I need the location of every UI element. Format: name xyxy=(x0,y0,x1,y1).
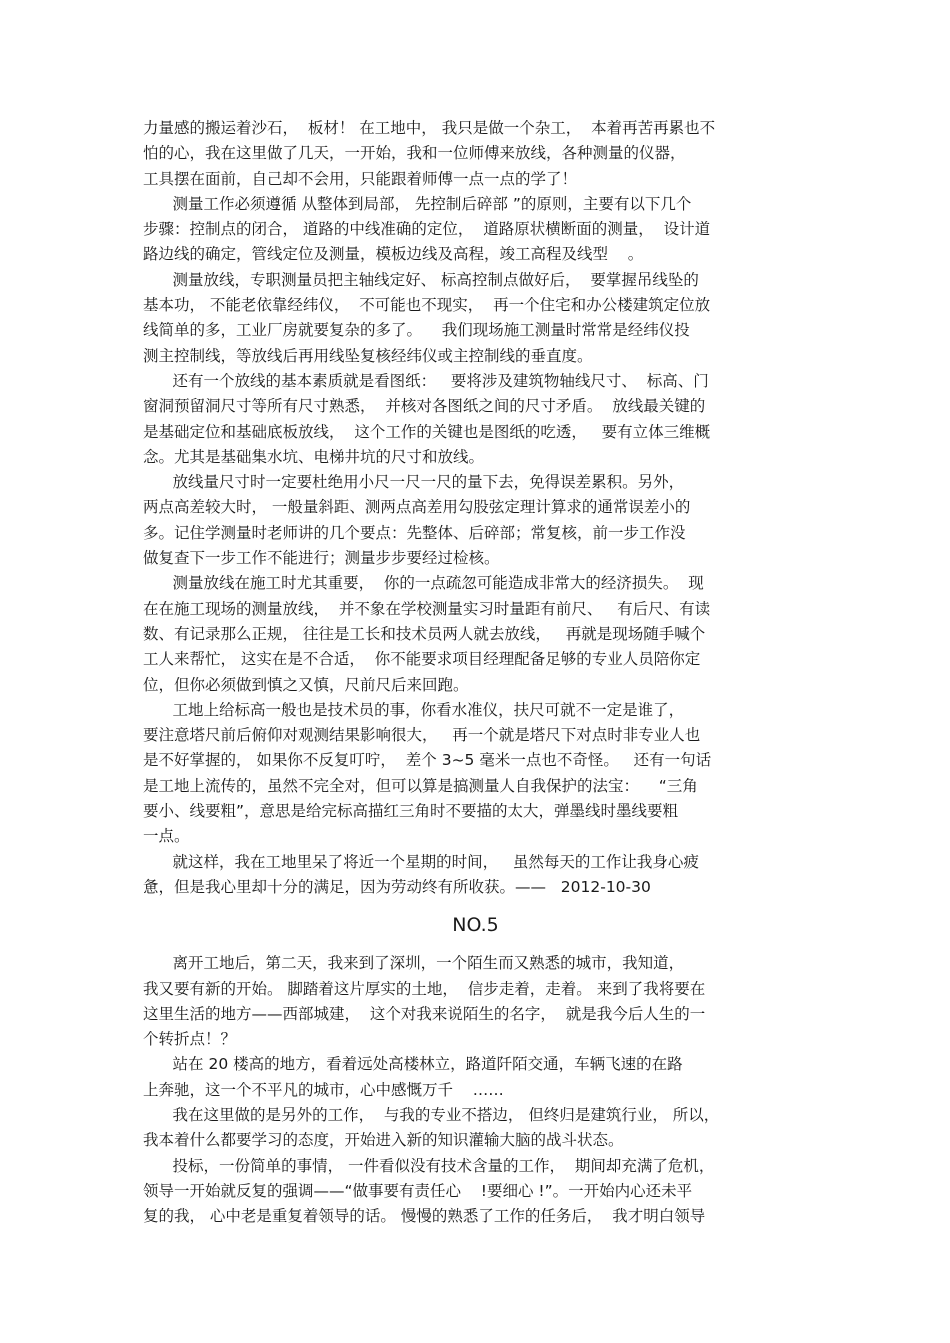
text-line: 路边线的确定，管线定位及测量，模板边线及高程，竣工高程及线型 。 xyxy=(143,245,644,264)
text-line: 工具摆在面前，自己却不会用，只能跟着师傅一点一点的学了！ xyxy=(143,169,578,188)
text-line: 我又要有新的开始。 脚踏着这片厚实的土地， 信步走着，走着。 来到了我将要在 xyxy=(143,979,706,998)
text-line: 我在这里做的是另外的工作， 与我的专业不搭边， 但终归是建筑行业， 所以， xyxy=(143,1105,720,1124)
text-line: 惫，但是我心里却十分的满足，因为劳动终有所收获。—— 2012-10-30 xyxy=(143,877,651,896)
text-line: 一点。 xyxy=(143,827,190,846)
text-line: 要注意塔尺前后俯仰对观测结果影响很大， 再一个就是塔尺下对点时非专业人也 xyxy=(143,726,701,745)
text-line: 做复查下一步工作不能进行；测量步步要经过检核。 xyxy=(143,549,500,568)
section-no4-text xyxy=(143,116,808,900)
text-line: 个转折点！？ xyxy=(143,1030,237,1049)
text-line: 念。尤其是基础集水坑、电梯井坑的尺寸和放线。 xyxy=(143,447,485,466)
text-line: 工地上给标高一般也是技术员的事，你看水准仪，扶尺可就不一定是谁了， xyxy=(143,700,685,719)
section-heading-no5: NO.5 xyxy=(452,914,499,937)
text-line: 步骤：控制点的闭合， 道路的中线准确的定位， 道路原状横断面的测量， 设计道 xyxy=(143,220,711,239)
text-line: 还有一个放线的基本素质就是看图纸： 要将涉及建筑物轴线尺寸、 标高、门 xyxy=(143,371,709,390)
text-line: 窗洞预留洞尺寸等所有尺寸熟悉， 并核对各图纸之间的尺寸矛盾。 放线最关键的 xyxy=(143,397,706,416)
text-line: 测量放线在施工时尤其重要， 你的一点疏忽可能造成非常大的经济损失。 现 xyxy=(143,574,704,593)
text-line: 我本着什么都要学习的态度，开始进入新的知识灌输大脑的战斗状态。 xyxy=(143,1131,624,1150)
text-line: 是工地上流传的，虽然不完全对，但可以算是搞测量人自我保护的法宝： “三角 xyxy=(143,776,698,795)
text-line: 复的我， 心中老是重复着领导的话。 慢慢的熟悉了工作的任务后， 我才明白领导 xyxy=(143,1207,706,1226)
text-line: 是不好掌握的， 如果你不反复叮咛， 差个 3~5 毫米一点也不奇怪。 还有一句话 xyxy=(143,751,712,770)
text-line: 这里生活的地方——西部城建， 这个对我来说陌生的名字， 就是我今后人生的一 xyxy=(143,1004,706,1023)
text-line: 测主控制线，等放线后再用线坠复核经纬仪或主控制线的垂直度。 xyxy=(143,346,593,365)
text-line: 力量感的搬运着沙石， 板材！ 在工地中， 我只是做一个杂工， 本着再苦再累也不 xyxy=(143,119,716,137)
text-line: 站在 20 楼高的地方，看着远处高楼林立，路道阡陌交通，车辆飞速的在路 xyxy=(143,1055,683,1074)
text-line: 就这样，我在工地里呆了将近一个星期的时间， 虽然每天的工作让我身心疲 xyxy=(143,852,699,871)
text-line: 两点高差较大时， 一般量斜距、测两点高差用勾股弦定理计算求的通常误差小的 xyxy=(143,498,691,517)
text-line: 多。记住学测量时老师讲的几个要点：先整体、后碎部；常复核，前一步工作没 xyxy=(143,523,686,542)
text-line: 测量工作必须遵循 从整体到局部， 先控制后碎部 ”的原则，主要有以下几个 xyxy=(143,194,692,213)
section-no5-text xyxy=(143,951,808,1229)
text-line: 离开工地后，第二天，我来到了深圳，一个陌生而又熟悉的城市，我知道， xyxy=(143,954,685,973)
text-line: 位，但你必须做到慎之又慎，尺前尺后来回跑。 xyxy=(143,675,469,694)
text-line: 上奔驰，这一个不平凡的城市，心中感慨万千 …… xyxy=(143,1080,504,1099)
text-line: 工人来帮忙， 这实在是不合适， 你不能要求项目经理配备足够的专业人员陪你定 xyxy=(143,650,701,669)
text-line: 基本功， 不能老依靠经纬仪， 不可能也不现实， 再一个住宅和办公楼建筑定位放 xyxy=(143,296,711,315)
text-line: 测量放线，专职测量员把主轴线定好、 标高控制点做好后， 要掌握吊线坠的 xyxy=(143,270,699,289)
text-line: 在在施工现场的测量放线， 并不象在学校测量实习时量距有前尺、 有后尺、有读 xyxy=(143,599,711,618)
text-line: 是基础定位和基础底板放线， 这个工作的关键也是图纸的吃透， 要有立体三维概 xyxy=(143,422,711,441)
text-line: 放线量尺寸时一定要杜绝用小尺一尺一尺的量下去，免得误差累积。另外， xyxy=(143,473,685,492)
document-body xyxy=(143,116,808,1229)
text-line: 领导一开始就反复的强调——“做事要有责任心 !要细心 !”。一开始内心还未平 xyxy=(143,1181,693,1200)
text-line: 要小、线要粗”，意思是给完标高描红三角时不要描的太大，弹墨线时墨线要粗 xyxy=(143,802,679,821)
text-line: 投标，一份简单的事情， 一件看似没有技术含量的工作， 期间却充满了危机， xyxy=(143,1156,715,1175)
text-line: 怕的心，我在这里做了几天，一开始，我和一位师傅来放线，各种测量的仪器， xyxy=(143,144,686,163)
text-line: 线简单的多，工业厂房就要复杂的多了。 我们现场施工测量时常常是经纬仪投 xyxy=(143,321,690,340)
text-line: 数、有记录那么正规， 往往是工长和技术员两人就去放线， 再就是现场随手喊个 xyxy=(143,624,706,643)
